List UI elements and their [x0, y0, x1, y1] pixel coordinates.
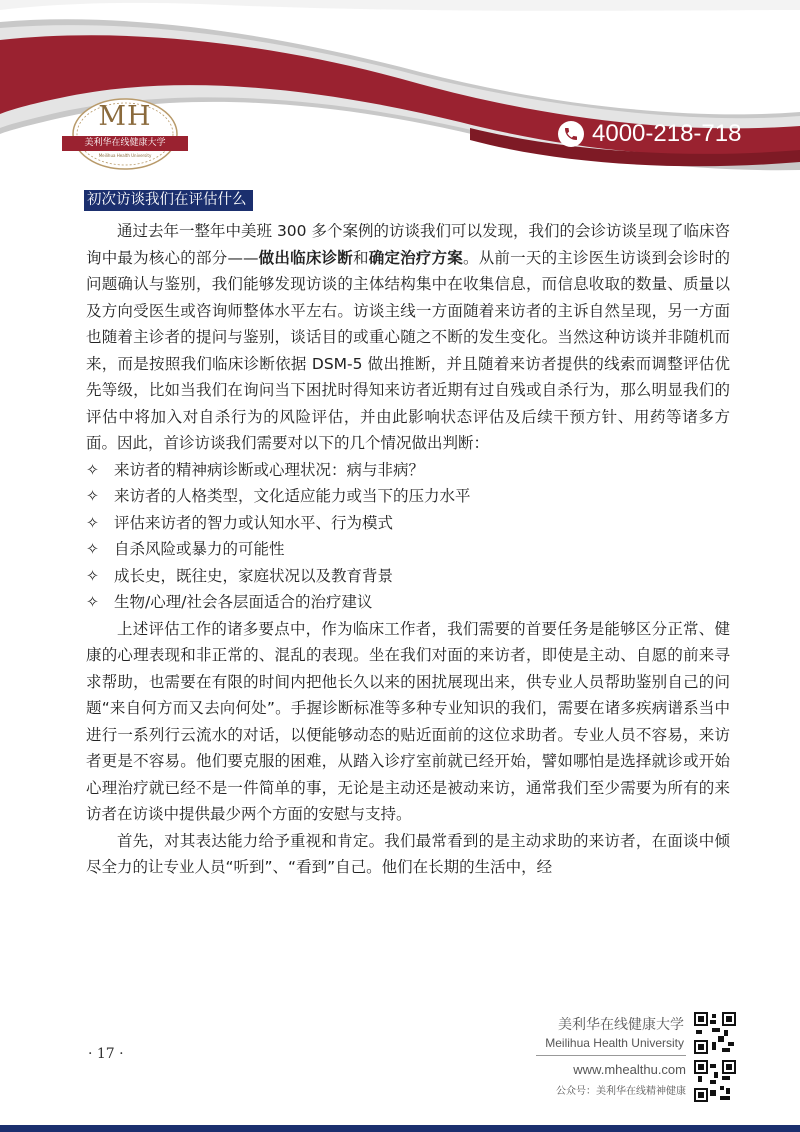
footer-url: www.mhealthu.com — [573, 1062, 686, 1077]
list-item-text: 自杀风险或暴力的可能性 — [114, 540, 285, 558]
list-item — [86, 483, 730, 510]
logo-en-name: Meilihua Health University — [98, 153, 152, 158]
bullet-icon: ✧ — [86, 513, 99, 532]
bottom-bar — [0, 1125, 800, 1132]
article-body — [86, 218, 730, 881]
qr-code-icon — [694, 1012, 736, 1054]
list-item-text: 评估来访者的智力或认知水平、行为模式 — [114, 513, 394, 532]
bullet-icon: ✧ — [86, 487, 99, 505]
bold-diagnosis: 做出临床诊断 — [258, 248, 353, 267]
page-number: · 17 · — [88, 1046, 124, 1062]
list-item-text: 来访者的精神病诊断或心理状况：病与非病？ — [114, 460, 425, 479]
list-item-text: 来访者的人格类型，文化适应能力或当下的压力水平 — [114, 487, 471, 505]
phone-icon — [558, 121, 584, 147]
bullet-icon: ✧ — [86, 593, 99, 611]
paragraph-intro — [86, 218, 730, 457]
intro-text-start: 通过去年一整年中美班 300 多个案例的访谈我们可以发现，我们的会诊访谈呈现了临床咨询中最为核心的部分—— — [86, 222, 730, 267]
intro-and: 和 — [352, 248, 369, 267]
list-item — [86, 536, 730, 563]
intro-text-end: 。从前一天的主诊医生访谈到会诊时的问题确认与鉴别，我们能够发现访谈的主体结构集中在收集信息，而信息收取的数量、质量以及方向受医生或咨询师整体水平左右。访谈主线一方面随着来访者的主诉自然呈现，另一方面也随着主诊者的提问与鉴别，谈话目的或重心随之不断的发生变化。当然这种访谈并非随机而来，而是按照我们临床诊断依据 DSM-5 做出推断，并且随着来访者提供的线索而调整评估优先等级，比如当我们在询问当下困扰时得知来访者近期有过自残或自杀行为，那么明显我们的评估中将加入对自杀行为的风险评估，并由此影响状态评估及后续干预方针、用药等诸多方面。因此，首诊访谈我们需要对以下的几个情况做出判断： — [86, 248, 730, 452]
footer-org-cn: 美利华在线健康大学 — [558, 1017, 684, 1033]
list-item-text: 成长史，既往史，家庭状况以及教育背景 — [114, 566, 394, 585]
list-item — [86, 563, 730, 590]
footer-wechat: 公众号：美利华在线精神健康 — [556, 1086, 686, 1097]
list-item — [86, 510, 730, 537]
bullet-icon: ✧ — [86, 566, 99, 585]
bullet-icon: ✧ — [86, 460, 99, 479]
section-title: 初次访谈我们在评估什么 — [84, 190, 253, 211]
qr-code-icon — [694, 1060, 736, 1102]
assessment-list — [86, 457, 730, 616]
footer-org-en: Meilihua Health University — [545, 1036, 684, 1050]
logo-initials: MH — [98, 101, 152, 132]
phone-number: 4000-218-718 — [592, 120, 742, 147]
list-item-text: 生物/心理/社会各层面适合的治疗建议 — [114, 593, 373, 611]
paragraph-2: 上述评估工作的诸多要点中，作为临床工作者，我们需要的首要任务是能够区分正常、健康的心理表现和非正常的、混乱的表现。坐在我们对面的来访者，即使是主动、自愿的前来寻求帮助，也需要在有限的时间内把他长久以来的困扰展现出来，供专业人员帮助鉴别自己的问题“来自何方而又去向何处”。手握诊断标准等多种专业知识的我们，需要在诸多疾病谱系当中进行一系列行云流水的对话，以便能够动态的贴近面前的这位求助者。专业人员不容易，来访者更是不容易。他们要克服的困难，从踏入诊疗室前就已经开始，譬如哪怕是选择就诊或开始心理治疗就已经不是一件简单的事，无论是主动还是被动来访，通常我们至少需要为所有的来访者在访谈中提供最少两个方面的安慰与支持。 — [86, 619, 730, 823]
footer-divider — [536, 1055, 686, 1056]
bullet-icon: ✧ — [86, 540, 99, 558]
list-item — [86, 589, 730, 616]
hotline — [558, 120, 741, 148]
logo-cn-name: 美利华在线健康大学 — [62, 136, 188, 151]
paragraph-3: 首先，对其表达能力给予重视和肯定。我们最常看到的是主动求助的来访者，在面谈中倾尽全力的让专业人员“听到”、“看到”自己。他们在长期的生活中，经 — [86, 831, 730, 876]
bold-treatment-plan: 确定治疗方案 — [368, 248, 463, 267]
list-item — [86, 457, 730, 484]
